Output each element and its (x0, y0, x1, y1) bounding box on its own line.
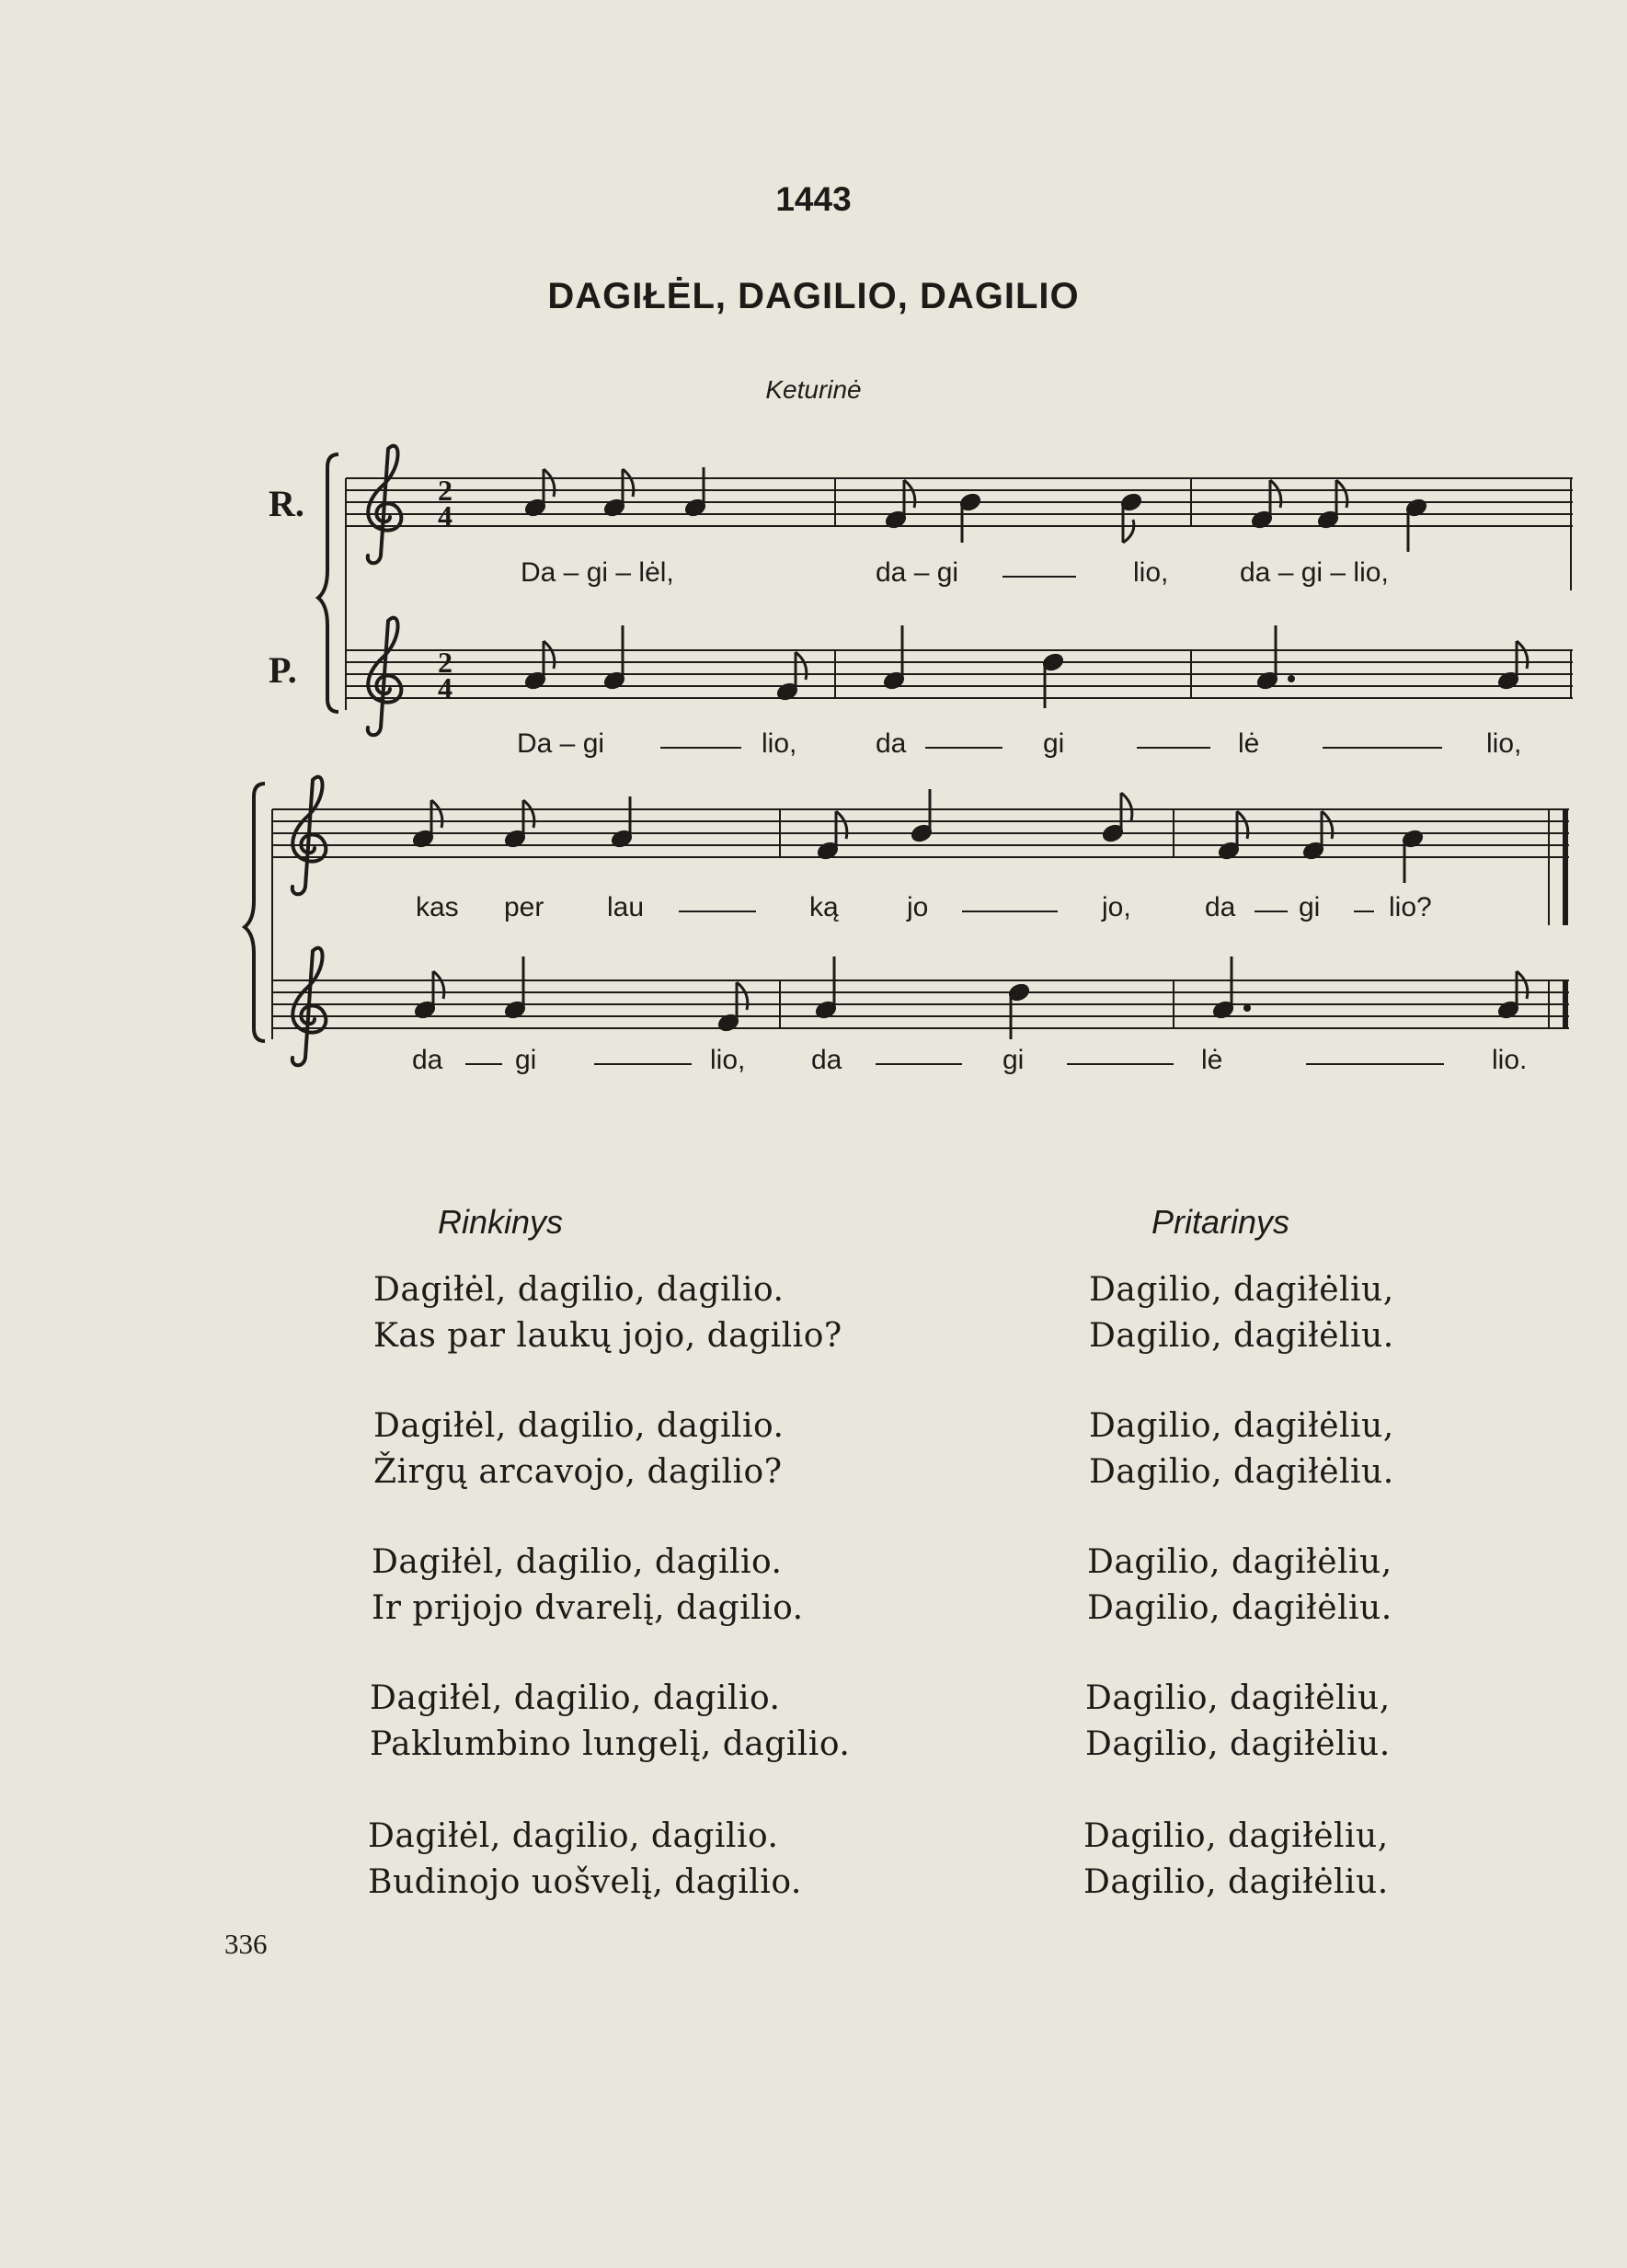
lyric-p2-3: lio, (710, 1045, 746, 1075)
stanza-5-right-line-1: Dagilio, dagiłėliu, (1083, 1817, 1389, 1855)
lyric-p1-2: lio, (762, 728, 797, 759)
brace-system-2 (245, 784, 265, 1041)
lyric-p2-5: gi (1003, 1045, 1025, 1075)
header-pritarinys: Pritarinys (1152, 1203, 1290, 1241)
lyric-r1-1: Da – gi – lėl, (521, 557, 674, 588)
lyric-extender (925, 747, 1003, 749)
stanza-1-left-line-2: Kas par laukų jojo, dagilio? (373, 1317, 842, 1355)
lyric-extender (1137, 747, 1210, 749)
lyric-r1-4: da – gi – lio, (1240, 557, 1389, 588)
lyric-p2-7: lio. (1492, 1045, 1528, 1075)
time-sig-bottom-r: 4 (438, 499, 453, 533)
lyric-p1-1: Da – gi (517, 728, 605, 759)
stanza-3-right-line-1: Dagilio, dagiłėliu, (1087, 1543, 1392, 1581)
lyric-extender (660, 747, 741, 749)
music-score (0, 0, 1627, 1104)
lyric-extender (594, 1063, 692, 1065)
time-sig-bottom-p: 4 (438, 671, 453, 704)
lyric-extender (962, 911, 1058, 912)
stanza-2-right-line-1: Dagilio, dagiłėliu, (1089, 1407, 1394, 1445)
lyric-r2-2: per (504, 892, 544, 922)
lyric-r2-4: ką (809, 892, 839, 922)
stanza-4-left-line-1: Dagiłėl, dagilio, dagilio. (370, 1679, 781, 1717)
stanza-1-right-line-1: Dagilio, dagiłėliu, (1089, 1271, 1394, 1309)
notes-p-system-1 (524, 625, 1528, 708)
stanza-3-left-line-1: Dagiłėl, dagilio, dagilio. (372, 1543, 783, 1581)
lyric-p1-3: da (876, 728, 907, 759)
lyric-extender (1067, 1063, 1174, 1065)
notes-r-system-1 (524, 467, 1427, 552)
song-meter: Keturinė (765, 375, 862, 404)
treble-clef-p1 (368, 618, 402, 736)
stanza-2-left-line-2: Žirgų arcavojo, dagilio? (373, 1453, 783, 1491)
song-title: DAGIŁĖL, DAGILIO, DAGILIO (547, 276, 1080, 316)
stanza-5-left-line-2: Budinojo uošvelį, dagilio. (368, 1863, 802, 1901)
lyric-r2-9: lio? (1389, 892, 1432, 922)
time-sig-top-p: 2 (438, 646, 453, 679)
song-number: 1443 (775, 180, 852, 218)
voice-label-p: P. (269, 649, 297, 691)
lyric-extender (465, 1063, 502, 1065)
notes-r-system-2 (412, 789, 1424, 883)
brace-system-1 (318, 454, 338, 712)
stanza-1-right-line-2: Dagilio, dagiłėliu. (1089, 1317, 1394, 1355)
stanza-3-left-line-2: Ir prijojo dvarelį, dagilio. (372, 1589, 804, 1627)
stanza-4-right-line-2: Dagilio, dagiłėliu. (1085, 1725, 1391, 1763)
lyric-extender (1354, 911, 1374, 912)
lyric-r2-7: da (1205, 892, 1236, 922)
lyric-extender (876, 1063, 962, 1065)
lyric-r2-3: lau (607, 892, 645, 922)
voice-label-r: R. (269, 483, 304, 524)
treble-clef-r1 (368, 446, 402, 564)
stanza-5-left-line-1: Dagiłėl, dagilio, dagilio. (368, 1817, 779, 1855)
treble-clef-p2 (292, 948, 327, 1066)
page-number: 336 (224, 1928, 268, 1960)
lyric-r2-1: kas (416, 892, 459, 922)
notes-p-system-2 (414, 956, 1528, 1039)
lyric-extender (1323, 747, 1442, 749)
lyric-p1-6: lio, (1486, 728, 1522, 759)
lyric-p2-6: lė (1201, 1045, 1223, 1075)
staff-p-system-1 (346, 650, 1573, 698)
treble-clef-r2 (292, 777, 327, 895)
staff-p-system-2 (272, 980, 1569, 1028)
lyric-extender (679, 911, 756, 912)
lyric-r1-3: lio, (1133, 557, 1169, 588)
stanza-5-right-line-2: Dagilio, dagiłėliu. (1083, 1863, 1389, 1901)
time-sig-top-r: 2 (438, 474, 453, 507)
lyric-p1-5: lė (1238, 728, 1260, 759)
lyric-r2-8: gi (1299, 892, 1321, 922)
lyric-r1-2: da – gi (876, 557, 959, 588)
lyric-r2-5: jo (907, 892, 929, 922)
time-signatures-system-1 (438, 474, 453, 704)
lyric-extender (1003, 576, 1076, 578)
lyric-p2-4: da (811, 1045, 842, 1075)
lyric-extender (1306, 1063, 1444, 1065)
lyric-p1-4: gi (1043, 728, 1065, 759)
lyric-extender (1255, 911, 1288, 912)
stanza-1-left-line-1: Dagiłėl, dagilio, dagilio. (373, 1271, 785, 1309)
lyric-p2-1: da (412, 1045, 443, 1075)
stanza-3-right-line-2: Dagilio, dagiłėliu. (1087, 1589, 1392, 1627)
stanza-2-left-line-1: Dagiłėl, dagilio, dagilio. (373, 1407, 785, 1445)
lyric-p2-2: gi (515, 1045, 537, 1075)
stanza-4-left-line-2: Paklumbino lungelį, dagilio. (370, 1725, 851, 1763)
header-rinkinys: Rinkinys (438, 1203, 564, 1241)
stanza-2-right-line-2: Dagilio, dagiłėliu. (1089, 1453, 1394, 1491)
lyric-r2-6: jo, (1102, 892, 1131, 922)
stanza-4-right-line-1: Dagilio, dagiłėliu, (1085, 1679, 1391, 1717)
